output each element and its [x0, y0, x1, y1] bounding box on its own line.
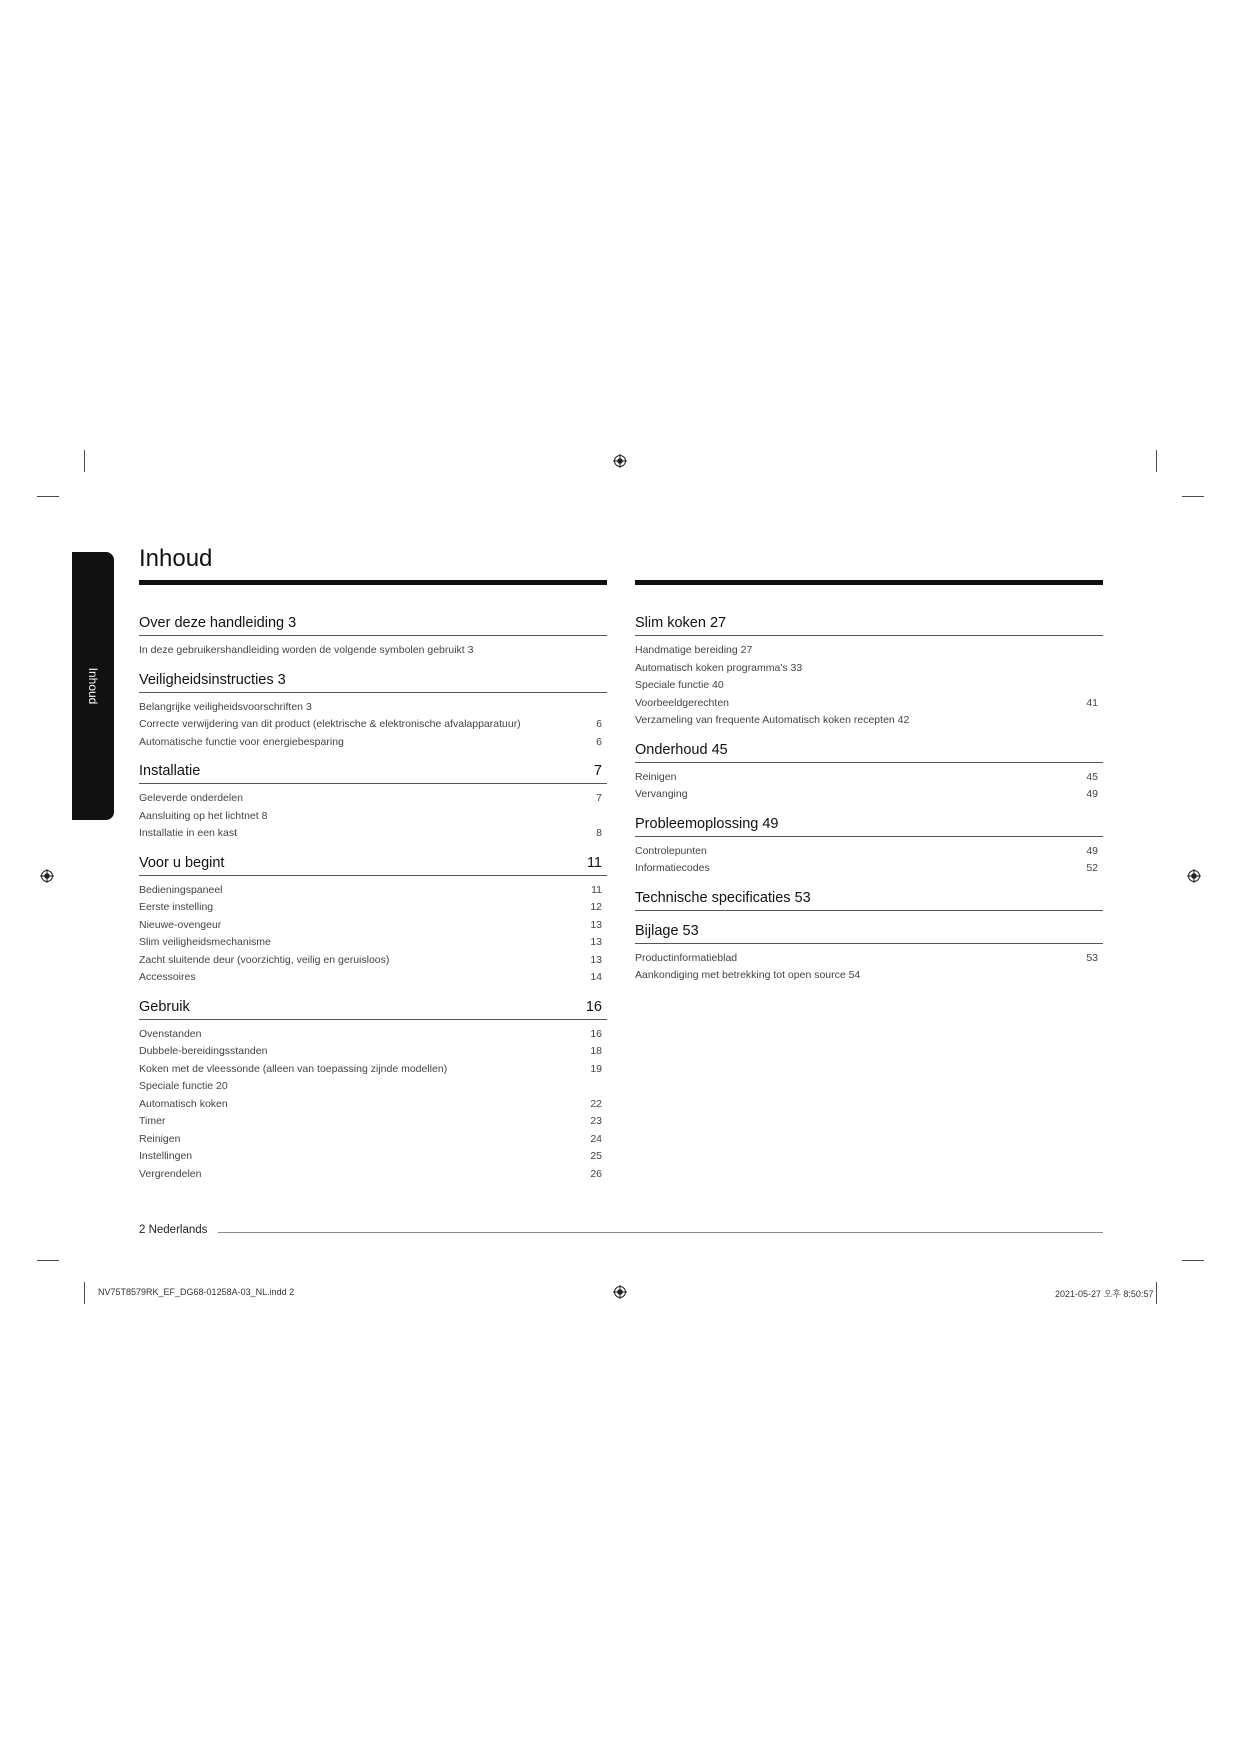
toc-entry-page: 6 [596, 735, 602, 748]
toc-entry[interactable] [139, 808, 607, 826]
divider [635, 580, 1103, 585]
toc-section [635, 615, 1103, 730]
toc-entry-page: 11 [591, 883, 602, 896]
toc-entry-page: 25 [590, 1150, 602, 1162]
toc-section [139, 615, 607, 660]
toc-section [139, 999, 607, 1184]
toc-entry-page: 22 [590, 1097, 602, 1110]
toc-entry[interactable] [139, 882, 607, 900]
toc-entry-label: Automatisch koken [139, 1097, 228, 1110]
toc-section-heading[interactable] [139, 855, 607, 876]
toc-entry-page: 13 [590, 936, 602, 948]
toc-section-title: Voor u begint [139, 854, 225, 871]
toc-entry-label: Reinigen [635, 770, 677, 783]
toc-entry[interactable] [139, 969, 607, 987]
toc-entry-page: 16 [590, 1027, 602, 1040]
registration-mark-icon [613, 1285, 627, 1299]
page-title: Inhoud [139, 545, 213, 572]
toc-section [635, 890, 1103, 911]
toc-section-title: Veiligheidsinstructies 3 [139, 671, 286, 688]
crop-mark [84, 1282, 85, 1304]
toc-entry-label: Timer [139, 1115, 166, 1127]
toc-entry-label: Voorbeeldgerechten [635, 696, 729, 709]
toc-section-title: Onderhoud 45 [635, 741, 728, 758]
toc-section-heading[interactable] [139, 615, 607, 636]
toc-entry-label: Informatiecodes [635, 862, 710, 874]
toc-entry-label: Belangrijke veiligheidsvoorschriften 3 [139, 700, 312, 713]
toc-entry[interactable] [635, 695, 1103, 713]
toc-section-title: Probleemoplossing 49 [635, 815, 779, 832]
toc-entry-label: Instellingen [139, 1150, 193, 1162]
toc-entry-label: Automatische functie voor energiebesparing [139, 735, 344, 748]
toc-entry-page: 6 [596, 718, 602, 730]
toc-entry-page: 14 [590, 971, 602, 983]
toc-entry-label: Ovenstanden [139, 1027, 202, 1040]
toc-entry-page: 53 [1086, 951, 1098, 964]
toc-entry[interactable] [139, 1026, 607, 1044]
toc-entry-label: Vergrendelen [139, 1167, 202, 1180]
toc-section-heading[interactable] [635, 923, 1103, 944]
toc-section-title: Technische specificaties 53 [635, 889, 811, 906]
toc-entry-page: 49 [1086, 844, 1098, 857]
toc-entry[interactable] [635, 660, 1103, 678]
toc-entry-label: Speciale functie 40 [635, 679, 724, 691]
divider [139, 580, 607, 585]
toc-entry[interactable] [139, 899, 607, 917]
crop-mark [1156, 1282, 1157, 1304]
toc-entry-label: Bedieningspaneel [139, 883, 223, 896]
crop-mark [37, 496, 59, 497]
toc-entry-page: 13 [590, 953, 602, 966]
toc-section-heading[interactable] [635, 615, 1103, 636]
toc-entry-label: Handmatige bereiding 27 [635, 644, 753, 656]
toc-entry-label: In deze gebruikershandleiding worden de volgende symbolen gebruikt 3 [139, 644, 474, 656]
toc-section-heading[interactable] [635, 890, 1103, 911]
toc-entry-label: Accessoires [139, 971, 196, 983]
toc-entry-page: 7 [596, 792, 602, 804]
toc-entry-page: 41 [1086, 696, 1098, 709]
toc-entry[interactable] [635, 860, 1103, 878]
toc-entry[interactable] [635, 786, 1103, 804]
toc-entry-label: Productinformatieblad [635, 951, 738, 964]
toc-entry[interactable] [139, 917, 607, 935]
toc-entry[interactable] [139, 1148, 607, 1166]
slug-datetime: 2021-05-27 오후 8:50:57 [1055, 1289, 1154, 1299]
toc-entry-label: Nieuwe-ovengeur [139, 918, 222, 931]
toc-section [139, 763, 607, 843]
toc-entry-page: 23 [590, 1115, 602, 1127]
toc-entry[interactable] [139, 1131, 607, 1149]
toc-entry-label: Aansluiting op het lichtnet 8 [139, 809, 268, 822]
sidebar-tab [72, 552, 114, 820]
toc-entry[interactable] [139, 1043, 607, 1061]
toc-entry-label: Aankondiging met betrekking tot open source 54 [635, 969, 861, 981]
toc-entry[interactable] [635, 843, 1103, 861]
toc-entry[interactable] [139, 1113, 607, 1131]
toc-entry[interactable] [139, 734, 607, 752]
toc-section-title: Installatie [139, 763, 201, 779]
toc-entry-label: Geleverde onderdelen [139, 792, 243, 804]
toc-section-title: Bijlage 53 [635, 922, 699, 939]
toc-section-heading[interactable] [635, 816, 1103, 837]
toc-entry-label: Eerste instelling [139, 901, 214, 913]
registration-mark-icon [613, 454, 627, 468]
toc-section-heading[interactable] [139, 763, 607, 784]
toc-entry-label: Automatisch koken programma's 33 [635, 661, 803, 674]
toc-section [139, 672, 607, 752]
toc-section-page: 7 [593, 763, 602, 779]
toc-entry[interactable] [139, 699, 607, 717]
toc-entry-page: 49 [1086, 788, 1098, 800]
toc-entry[interactable] [139, 825, 607, 843]
crop-mark [84, 450, 85, 472]
toc-entry-page: 52 [1086, 862, 1098, 874]
registration-mark-icon [1187, 869, 1201, 883]
toc-entry-page: 24 [590, 1132, 602, 1145]
toc-entry[interactable] [635, 677, 1103, 695]
crop-mark [1182, 1260, 1204, 1261]
toc-entry-label: Speciale functie 20 [139, 1080, 228, 1092]
footer-divider [218, 1232, 1103, 1233]
toc-entry-label: Reinigen [139, 1132, 181, 1145]
toc-entry[interactable] [635, 967, 1103, 985]
toc-section-page: 11 [586, 854, 602, 871]
toc-entry-page: 19 [590, 1062, 602, 1075]
toc-entry-page: 45 [1086, 770, 1098, 783]
toc-entry[interactable] [139, 1061, 607, 1079]
toc-left-column [139, 580, 607, 1195]
toc-section-heading[interactable] [139, 672, 607, 693]
toc-right-column [635, 580, 1103, 997]
toc-entry-label: Vervanging [635, 788, 688, 800]
toc-entry[interactable] [139, 716, 607, 734]
toc-entry[interactable] [139, 1166, 607, 1184]
toc-entry-label: Slim veiligheidsmechanisme [139, 936, 271, 948]
page-footer-label: 2 Nederlands [139, 1224, 208, 1236]
toc-entry[interactable] [139, 790, 607, 808]
toc-section [139, 855, 607, 987]
toc-entry-page: 18 [590, 1045, 602, 1057]
toc-section [635, 816, 1103, 878]
crop-mark [1182, 496, 1204, 497]
toc-entry-label: Dubbele-bereidingsstanden [139, 1045, 268, 1057]
toc-entry[interactable] [139, 952, 607, 970]
toc-section-title: Gebruik [139, 998, 190, 1015]
registration-mark-icon [40, 869, 54, 883]
toc-entry-page: 26 [590, 1167, 602, 1180]
toc-entry[interactable] [635, 950, 1103, 968]
toc-entry-label: Installatie in een kast [139, 827, 238, 839]
toc-entry-label: Verzameling van frequente Automatisch koken recepten 42 [635, 714, 910, 726]
toc-entry[interactable] [635, 769, 1103, 787]
toc-section-title: Over deze handleiding 3 [139, 615, 297, 631]
crop-mark [37, 1260, 59, 1261]
toc-entry[interactable] [139, 1078, 607, 1096]
toc-entry-page: 13 [590, 918, 602, 931]
toc-entry-label: Correcte verwijdering van dit product (elektrische & elektronische afvalapparatuur) [139, 718, 521, 730]
toc-section [635, 923, 1103, 985]
toc-entry-page: 12 [590, 901, 602, 913]
toc-entry-label: Koken met de vleessonde (alleen van toepassing zijnde modellen) [139, 1062, 448, 1075]
toc-entry[interactable] [635, 642, 1103, 660]
toc-section-page: 16 [585, 998, 602, 1015]
crop-mark [1156, 450, 1157, 472]
toc-entry[interactable] [139, 642, 607, 660]
toc-entry-page: 8 [596, 827, 602, 839]
toc-section-title: Slim koken 27 [635, 615, 727, 631]
toc-entry-label: Zacht sluitende deur (voorzichtig, veilig en geruisloos) [139, 953, 390, 966]
toc-section-heading[interactable] [139, 999, 607, 1020]
toc-entry[interactable] [139, 934, 607, 952]
toc-entry-label: Controlepunten [635, 844, 707, 857]
sidebar-tab-label: Inhoud [86, 667, 100, 705]
toc-section [635, 742, 1103, 804]
slug-filename: NV75T8579RK_EF_DG68-01258A-03_NL.indd 2 [98, 1287, 295, 1297]
toc-entry[interactable] [139, 1096, 607, 1114]
toc-entry[interactable] [635, 712, 1103, 730]
toc-section-heading[interactable] [635, 742, 1103, 763]
